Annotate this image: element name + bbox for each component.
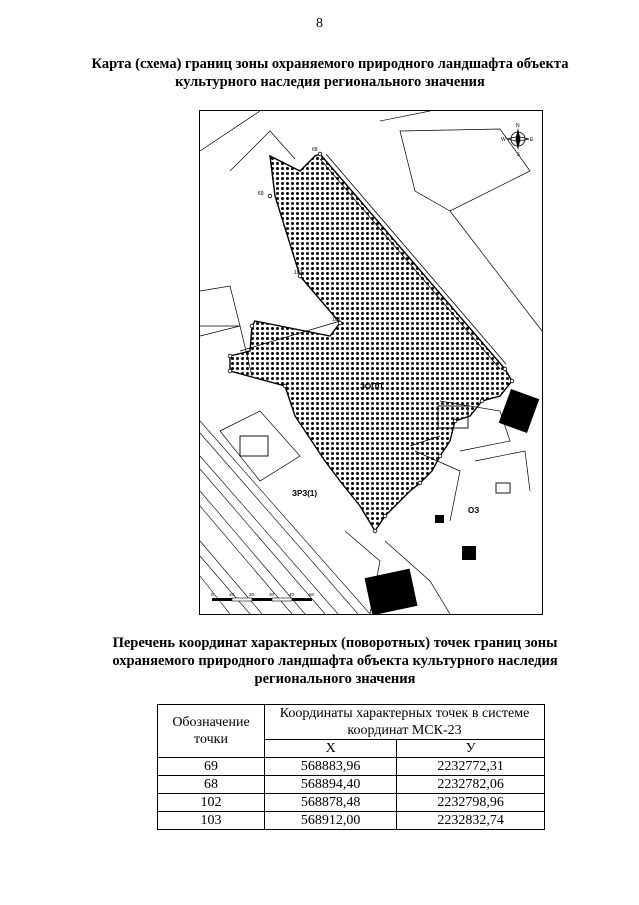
scale-bar bbox=[211, 592, 315, 601]
point-label-68: 68 bbox=[312, 147, 318, 153]
zone-label-zrz: ЗРЗ(1) bbox=[292, 489, 318, 498]
cell-x: 568883,96 bbox=[265, 758, 397, 776]
svg-text:40: 40 bbox=[289, 592, 295, 597]
table-row bbox=[158, 776, 545, 794]
building-dark bbox=[462, 546, 476, 560]
cell-point: 69 bbox=[158, 758, 265, 776]
svg-text:20: 20 bbox=[249, 592, 255, 597]
coordinates-table bbox=[157, 704, 545, 830]
header-y: У bbox=[397, 740, 545, 758]
cell-x: 568894,40 bbox=[265, 776, 397, 794]
table-row bbox=[158, 812, 545, 830]
cell-y: 2232782,06 bbox=[397, 776, 545, 794]
header-designation: Обозначение точки bbox=[158, 705, 265, 758]
coordinates-title: Перечень координат характерных (поворотных) точек границ зоны охраняемого природного ландшафта объекта культурного наследия регионального значения bbox=[112, 635, 558, 687]
header-x: X bbox=[265, 740, 397, 758]
table-row bbox=[158, 794, 545, 812]
svg-text:50: 50 bbox=[309, 592, 315, 597]
zone-label-zopl: ЗОПЛ bbox=[360, 382, 383, 391]
building-dark bbox=[365, 569, 418, 614]
cell-point: 68 bbox=[158, 776, 265, 794]
zopl-zone bbox=[230, 154, 512, 531]
map-title: Карта (схема) границ зоны охраняемого природного ландшафта объекта культурного наследия регионального значения bbox=[91, 56, 569, 90]
point-label-102: 102 bbox=[294, 270, 303, 276]
cell-x: 568878,48 bbox=[265, 794, 397, 812]
svg-text:30: 30 bbox=[269, 592, 275, 597]
building-dark bbox=[435, 515, 444, 523]
compass-w: W bbox=[501, 137, 506, 143]
header-coordinates: Координаты характерных точек в системе координат МСК-23 bbox=[265, 705, 545, 740]
boundary-map bbox=[199, 110, 543, 615]
point-label-69: 69 bbox=[258, 191, 264, 197]
table-row bbox=[158, 758, 545, 776]
cell-point: 103 bbox=[158, 812, 265, 830]
point-label-103: 103 bbox=[332, 317, 341, 323]
cell-point: 102 bbox=[158, 794, 265, 812]
zone-label-oz: ОЗ bbox=[468, 506, 480, 515]
page-number: 8 bbox=[316, 16, 323, 31]
compass-icon bbox=[501, 123, 534, 158]
svg-text:0: 0 bbox=[211, 592, 214, 597]
cell-y: 2232772,31 bbox=[397, 758, 545, 776]
compass-s: S bbox=[516, 152, 520, 158]
cell-y: 2232832,74 bbox=[397, 812, 545, 830]
compass-e: E bbox=[530, 137, 534, 143]
compass-n: N bbox=[516, 123, 520, 129]
svg-text:10: 10 bbox=[229, 592, 235, 597]
cell-x: 568912,00 bbox=[265, 812, 397, 830]
cell-y: 2232798,96 bbox=[397, 794, 545, 812]
